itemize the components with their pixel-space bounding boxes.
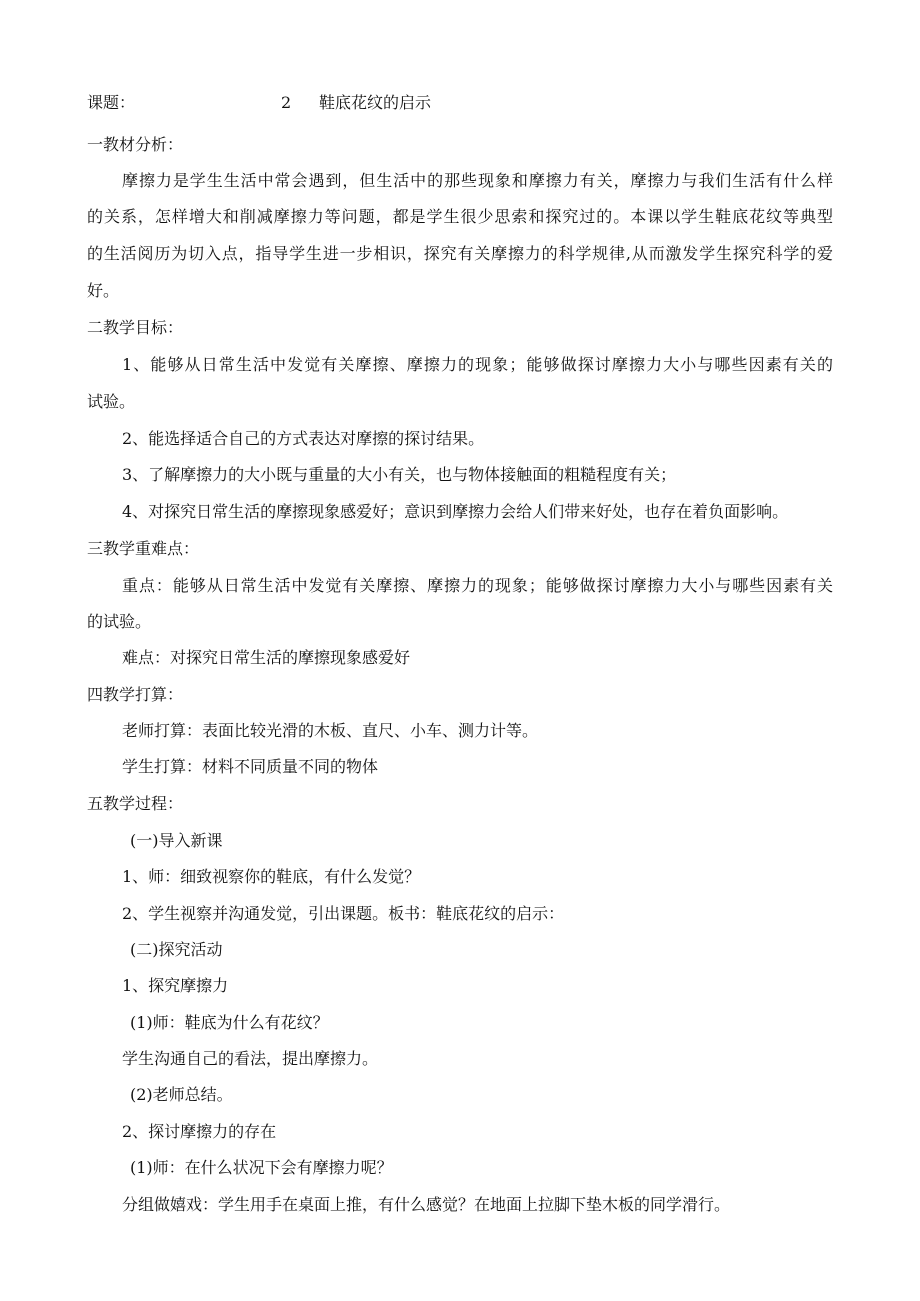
lesson-title: 鞋底花纹的启示 xyxy=(319,93,432,112)
process-step: 1、探究摩擦力 xyxy=(122,976,229,995)
process-step: 2、探讨摩擦力的存在 xyxy=(122,1122,277,1141)
key-point-cont: 的试验。 xyxy=(87,612,152,631)
section-heading-preparation: 四教学打算： xyxy=(87,685,184,704)
lesson-number: 2 xyxy=(281,93,292,112)
analysis-paragraph-line: 的关系，怎样增大和削减摩擦力等问题，都是学生很少思索和探究过的。本课以学生鞋底花纹等典型 xyxy=(87,207,833,226)
process-step: 1、师：细致视察你的鞋底，有什么发觉？ xyxy=(122,867,421,886)
section-heading-process: 五教学过程： xyxy=(87,794,184,813)
section-heading-objectives: 二教学目标： xyxy=(87,318,184,337)
teacher-preparation: 老师打算：表面比较光滑的木板、直尺、小车、测力计等。 xyxy=(122,721,539,740)
key-point: 重点：能够从日常生活中发觉有关摩擦、摩擦力的现象；能够做探讨摩擦力大小与哪些因素有关 xyxy=(122,576,833,595)
analysis-paragraph-line: 摩擦力是学生生活中常会遇到，但生活中的那些现象和摩擦力有关，摩擦力与我们生活有什么样 xyxy=(122,171,833,190)
objective-item-2: 2、能选择适合自己的方式表达对摩擦的探讨结果。 xyxy=(122,429,485,448)
analysis-paragraph-line: 的生活阅历为切入点，指导学生进一步相识，探究有关摩擦力的科学规律,从而激发学生探究科学的爱 xyxy=(87,244,833,263)
analysis-paragraph-line: 好。 xyxy=(87,281,120,300)
objective-item-3: 3、了解摩擦力的大小既与重量的大小有关，也与物体接触面的粗糙程度有关； xyxy=(122,465,677,484)
difficulty-point: 难点：对探究日常生活的摩擦现象感爱好 xyxy=(122,648,411,667)
process-substep-text: 学生沟通自己的看法，提出摩擦力。 xyxy=(122,1049,379,1068)
lesson-label: 课题： xyxy=(87,93,136,112)
process-part-activity: (二)探究活动 xyxy=(130,940,223,959)
objective-item-1: 1、能够从日常生活中发觉有关摩擦、摩擦力的现象；能够做探讨摩擦力大小与哪些因素有关的 xyxy=(122,355,833,374)
process-part-intro: (一)导入新课 xyxy=(130,831,223,850)
process-step: 2、学生视察并沟通发觉，引出课题。板书：鞋底花纹的启示： xyxy=(122,904,565,923)
objective-item-1-cont: 试验。 xyxy=(87,392,136,411)
process-substep: (1)师：鞋底为什么有花纹？ xyxy=(130,1013,329,1032)
process-substep-text: 分组做嬉戏：学生用手在桌面上推，有什么感觉？在地面上拉脚下垫木板的同学滑行。 xyxy=(122,1195,731,1214)
section-heading-analysis: 一教材分析： xyxy=(87,135,184,154)
process-substep: (2)老师总结。 xyxy=(130,1085,233,1104)
objective-item-4: 4、对探究日常生活的摩擦现象感爱好；意识到摩擦力会给人们带来好处，也存在着负面影响。 xyxy=(122,502,789,521)
student-preparation: 学生打算：材料不同质量不同的物体 xyxy=(122,757,379,776)
process-substep: (1)师：在什么状况下会有摩擦力呢？ xyxy=(130,1158,393,1177)
section-heading-keypoints: 三教学重难点： xyxy=(87,539,200,558)
